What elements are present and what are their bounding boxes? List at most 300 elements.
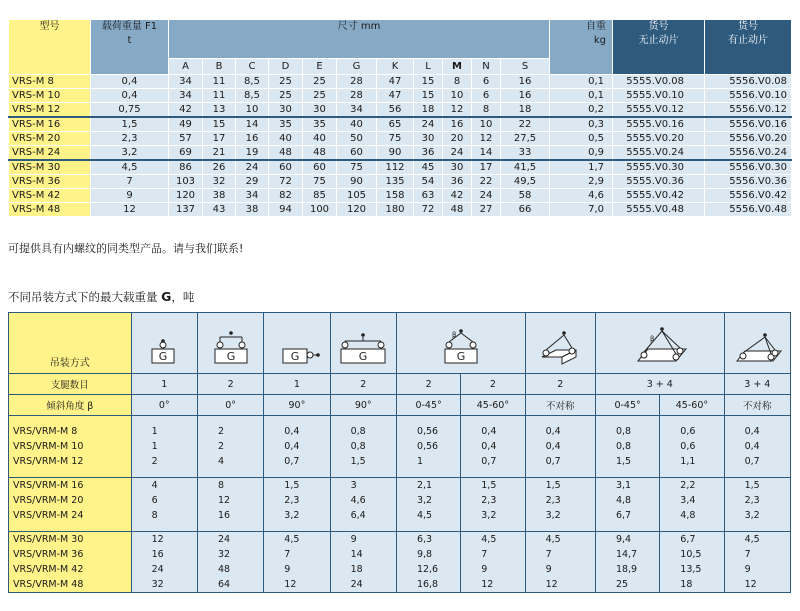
dim-cell: 38 xyxy=(203,189,236,203)
load-value-cell: 6 xyxy=(131,493,197,508)
load-value-cell: 3,2 xyxy=(264,508,330,523)
dim-cell: 8 xyxy=(472,103,501,118)
model-cell: VRS/VRM-M 24 xyxy=(9,508,132,523)
load-value-cell: 4,5 xyxy=(724,532,790,548)
dim-cell: 35 xyxy=(303,117,337,132)
asymmetric-double-sling-icon xyxy=(528,317,592,369)
load-cell: 7 xyxy=(91,175,169,189)
load-row xyxy=(9,562,791,577)
load-value-cell: 8 xyxy=(131,508,197,523)
dim-cell: 36 xyxy=(443,175,472,189)
spacer-cell xyxy=(197,416,263,425)
part-no-b-cell: 5556.V0.42 xyxy=(705,189,792,203)
dim-cell: 36 xyxy=(414,146,443,161)
svg-text:G: G xyxy=(456,350,466,363)
load-value-cell: 12 xyxy=(724,577,790,593)
load-value-cell: 4,5 xyxy=(396,508,460,523)
spacer-cell xyxy=(330,523,396,532)
load-value-cell: 2,1 xyxy=(396,478,460,494)
load-value-cell: 0,4 xyxy=(724,439,790,454)
spec-row xyxy=(9,203,792,217)
load-value-cell: 2,3 xyxy=(525,493,595,508)
load-value-cell: 0,7 xyxy=(724,454,790,469)
dim-cell: 34 xyxy=(236,189,269,203)
load-value-cell: 14,7 xyxy=(595,547,659,562)
dim-cell: 50 xyxy=(337,132,377,146)
spec-row xyxy=(9,160,792,175)
dim-cell: 48 xyxy=(269,146,303,161)
load-value-cell: 6,3 xyxy=(396,532,460,548)
spacer-cell xyxy=(660,416,724,425)
load-value-cell: 32 xyxy=(131,577,197,593)
dim-cell: 22 xyxy=(501,117,550,132)
double-angled-sling-icon xyxy=(399,317,523,369)
double-vertical-lift-icon xyxy=(199,317,263,369)
spacer-cell xyxy=(660,523,724,532)
spacer-cell xyxy=(461,416,525,425)
angle-cell: 不对称 xyxy=(724,395,790,416)
spacer-cell xyxy=(131,416,197,425)
load-cell: 9 xyxy=(91,189,169,203)
load-value-cell: 0,56 xyxy=(396,439,460,454)
spacer-cell xyxy=(9,416,132,425)
weight-cell: 0,1 xyxy=(550,89,613,103)
dim-cell: 6 xyxy=(472,89,501,103)
part-no-b-cell: 5556.V0.08 xyxy=(705,75,792,89)
dim-cell: 34 xyxy=(337,103,377,118)
model-cell: VRS/VRM-M 20 xyxy=(9,493,132,508)
part-no-a-cell: 5555.V0.30 xyxy=(613,160,705,175)
spacer-cell xyxy=(264,523,330,532)
dim-cell: 42 xyxy=(443,189,472,203)
spacer-cell xyxy=(525,469,595,478)
dim-cell: 69 xyxy=(169,146,203,161)
dim-cell: 13 xyxy=(203,103,236,118)
load-cell: 0,4 xyxy=(91,89,169,103)
dim-cell: 65 xyxy=(377,117,414,132)
weight-cell: 0,2 xyxy=(550,103,613,118)
dim-cell: 11 xyxy=(203,89,236,103)
load-value-cell: 3,4 xyxy=(660,493,724,508)
load-value-cell: 3,1 xyxy=(595,478,659,494)
dim-cell: 25 xyxy=(269,89,303,103)
dim-cell: 24 xyxy=(443,146,472,161)
dim-cell: 45 xyxy=(414,160,443,175)
dim-cell: 72 xyxy=(269,175,303,189)
load-value-cell: 4,8 xyxy=(595,493,659,508)
dim-cell: 30 xyxy=(303,103,337,118)
load-value-cell: 0,8 xyxy=(330,424,396,439)
model-cell: VRS-M 20 xyxy=(9,132,91,146)
dim-cell: 24 xyxy=(472,189,501,203)
load-value-cell: 2,3 xyxy=(461,493,525,508)
load-value-cell: 64 xyxy=(197,577,263,593)
dim-cell: 41,5 xyxy=(501,160,550,175)
load-value-cell: 3,2 xyxy=(724,508,790,523)
dim-cell: 85 xyxy=(303,189,337,203)
model-cell: VRS-M 10 xyxy=(9,89,91,103)
dim-cell: 42 xyxy=(169,103,203,118)
part-no-b-cell: 5556.V0.48 xyxy=(705,203,792,217)
spacer-cell xyxy=(525,523,595,532)
weight-cell: 4,6 xyxy=(550,189,613,203)
spacer-cell xyxy=(461,523,525,532)
dim-cell: 66 xyxy=(501,203,550,217)
dim-cell: 82 xyxy=(269,189,303,203)
part-no-a-header xyxy=(613,20,705,75)
dim-cell: 48 xyxy=(303,146,337,161)
method-icon-cell xyxy=(131,313,197,374)
load-value-cell: 14 xyxy=(330,547,396,562)
dim-col-header: D xyxy=(269,59,303,75)
dim-cell: 60 xyxy=(303,160,337,175)
load-value-cell: 3,2 xyxy=(525,508,595,523)
load-value-cell: 1 xyxy=(396,454,460,469)
load-value-cell: 1,5 xyxy=(724,478,790,494)
dim-cell: 60 xyxy=(337,146,377,161)
load-value-cell: 9 xyxy=(724,562,790,577)
model-cell: VRS/VRM-M 8 xyxy=(9,424,132,439)
svg-text:β: β xyxy=(451,331,457,339)
load-value-cell: 4,8 xyxy=(660,508,724,523)
part-no-a-cell: 5555.V0.08 xyxy=(613,75,705,89)
group-spacer xyxy=(9,416,791,425)
load-value-cell: 0,8 xyxy=(330,439,396,454)
load-value-cell: 0,4 xyxy=(264,439,330,454)
model-cell: VRS/VRM-M 16 xyxy=(9,478,132,494)
load-cell: 12 xyxy=(91,203,169,217)
dim-cell: 30 xyxy=(269,103,303,118)
method-icon-cell xyxy=(724,313,790,374)
dim-cell: 94 xyxy=(269,203,303,217)
section-title xyxy=(8,289,194,305)
dim-cell: 17 xyxy=(203,132,236,146)
spec-row xyxy=(9,117,792,132)
load-row xyxy=(9,547,791,562)
spacer-cell xyxy=(396,416,460,425)
dim-cell: 28 xyxy=(337,89,377,103)
model-cell: VRS-M 36 xyxy=(9,175,91,189)
dim-cell: 16 xyxy=(501,75,550,89)
load-value-cell: 25 xyxy=(595,577,659,593)
spacer-cell xyxy=(131,469,197,478)
load-value-cell: 18 xyxy=(330,562,396,577)
load-value-cell: 0,4 xyxy=(461,424,525,439)
load-row xyxy=(9,493,791,508)
dim-cell: 43 xyxy=(203,203,236,217)
dim-cell: 26 xyxy=(203,160,236,175)
load-value-cell: 9,4 xyxy=(595,532,659,548)
angle-cell: 0° xyxy=(197,395,263,416)
load-value-cell: 16,8 xyxy=(396,577,460,593)
angle-cell: 90° xyxy=(330,395,396,416)
dim-col-header: L xyxy=(414,59,443,75)
legs-label: 支腿数目 xyxy=(9,374,132,395)
dim-cell: 180 xyxy=(377,203,414,217)
load-value-cell: 3,2 xyxy=(461,508,525,523)
group-spacer xyxy=(9,523,791,532)
double-side-lift-icon xyxy=(331,317,395,369)
load-value-cell: 0,4 xyxy=(461,439,525,454)
dim-cell: 34 xyxy=(169,75,203,89)
load-value-cell: 4 xyxy=(131,478,197,494)
part-no-b-cell: 5556.V0.10 xyxy=(705,89,792,103)
dim-cell: 49 xyxy=(169,117,203,132)
dim-cell: 103 xyxy=(169,175,203,189)
load-row xyxy=(9,439,791,454)
spacer-cell xyxy=(9,469,132,478)
weight-cell: 0,9 xyxy=(550,146,613,161)
method-icon-cell xyxy=(525,313,595,374)
dim-cell: 8,5 xyxy=(236,75,269,89)
load-value-cell: 10,5 xyxy=(660,547,724,562)
dim-cell: 100 xyxy=(303,203,337,217)
section-title-text: 不同吊装方式下的最大载重量 xyxy=(8,290,162,304)
load-value-cell: 4,6 xyxy=(330,493,396,508)
part-no-a-cell: 5555.V0.20 xyxy=(613,132,705,146)
load-value-cell: 12 xyxy=(461,577,525,593)
dim-col-header: B xyxy=(203,59,236,75)
load-value-cell: 0,56 xyxy=(396,424,460,439)
load-row xyxy=(9,478,791,494)
spacer-cell xyxy=(525,416,595,425)
dim-cell: 14 xyxy=(236,117,269,132)
part-no-b-cell: 5556.V0.20 xyxy=(705,132,792,146)
dim-col-header: K xyxy=(377,59,414,75)
spec-row xyxy=(9,75,792,89)
dim-cell: 86 xyxy=(169,160,203,175)
svg-text:G: G xyxy=(226,350,235,363)
load-value-cell: 7 xyxy=(461,547,525,562)
part-no-a-header-line1: 货号 xyxy=(648,21,669,32)
angle-cell: 不对称 xyxy=(525,395,595,416)
dim-cell: 47 xyxy=(377,75,414,89)
spacer-cell xyxy=(330,416,396,425)
part-no-a-cell: 5555.V0.48 xyxy=(613,203,705,217)
load-value-cell: 0,6 xyxy=(660,439,724,454)
load-cell: 0,75 xyxy=(91,103,169,118)
weight-header-line1: 自重 xyxy=(586,21,607,32)
dim-cell: 60 xyxy=(269,160,303,175)
load-value-cell: 12,6 xyxy=(396,562,460,577)
load-value-cell: 9 xyxy=(525,562,595,577)
dim-cell: 12 xyxy=(443,103,472,118)
load-value-cell: 6,7 xyxy=(660,532,724,548)
part-no-b-cell: 5556.V0.36 xyxy=(705,175,792,189)
load-value-cell: 1,1 xyxy=(660,454,724,469)
load-value-cell: 1,5 xyxy=(525,478,595,494)
load-value-cell: 32 xyxy=(197,547,263,562)
spacer-cell xyxy=(9,523,132,532)
load-value-cell: 9 xyxy=(264,562,330,577)
dim-cell: 25 xyxy=(303,75,337,89)
load-cell: 1,5 xyxy=(91,117,169,132)
dim-cell: 38 xyxy=(236,203,269,217)
dim-cell: 158 xyxy=(377,189,414,203)
part-no-a-cell: 5555.V0.16 xyxy=(613,117,705,132)
spacer-cell xyxy=(330,469,396,478)
lifting-methods-table xyxy=(8,312,791,593)
load-value-cell: 13,5 xyxy=(660,562,724,577)
angle-label: 倾斜角度 β xyxy=(9,395,132,416)
load-value-cell: 4 xyxy=(197,454,263,469)
model-cell: VRS/VRM-M 42 xyxy=(9,562,132,577)
dim-cell: 35 xyxy=(269,117,303,132)
dim-cell: 58 xyxy=(501,189,550,203)
part-no-b-cell: 5556.V0.30 xyxy=(705,160,792,175)
load-value-cell: 8 xyxy=(197,478,263,494)
load-row xyxy=(9,532,791,548)
legs-cell: 2 xyxy=(525,374,595,395)
spec-row xyxy=(9,103,792,118)
load-value-cell: 0,7 xyxy=(264,454,330,469)
load-value-cell: 0,7 xyxy=(461,454,525,469)
dim-cell: 75 xyxy=(377,132,414,146)
spacer-cell xyxy=(396,469,460,478)
svg-text:β: β xyxy=(649,335,655,343)
dim-cell: 25 xyxy=(303,89,337,103)
angle-cell: 0-45° xyxy=(595,395,659,416)
dim-cell: 11 xyxy=(203,75,236,89)
section-title-g: G xyxy=(161,289,172,304)
dim-cell: 6 xyxy=(472,75,501,89)
load-value-cell: 2,3 xyxy=(724,493,790,508)
model-cell: VRS-M 48 xyxy=(9,203,91,217)
load-cell: 3,2 xyxy=(91,146,169,161)
dim-cell: 40 xyxy=(337,117,377,132)
dim-cell: 40 xyxy=(303,132,337,146)
dim-cell: 137 xyxy=(169,203,203,217)
dim-col-header: S xyxy=(501,59,550,75)
method-icon-cell xyxy=(330,313,396,374)
dim-cell: 20 xyxy=(443,132,472,146)
dim-cell: 8 xyxy=(443,75,472,89)
angle-cell: 45-60° xyxy=(461,395,525,416)
model-cell: VRS/VRM-M 36 xyxy=(9,547,132,562)
dim-cell: 16 xyxy=(443,117,472,132)
load-value-cell: 7 xyxy=(724,547,790,562)
spacer-cell xyxy=(264,469,330,478)
dim-cell: 112 xyxy=(377,160,414,175)
dim-cell: 90 xyxy=(377,146,414,161)
legs-cell: 2 xyxy=(461,374,525,395)
load-value-cell: 16 xyxy=(197,508,263,523)
weight-header xyxy=(550,20,613,75)
model-cell: VRS-M 16 xyxy=(9,117,91,132)
load-value-cell: 7 xyxy=(525,547,595,562)
spacer-cell xyxy=(724,523,790,532)
dim-cell: 30 xyxy=(414,132,443,146)
dim-cell: 10 xyxy=(443,89,472,103)
load-value-cell: 4,5 xyxy=(525,532,595,548)
method-icon-cell xyxy=(264,313,330,374)
dim-cell: 29 xyxy=(236,175,269,189)
svg-text:G: G xyxy=(159,350,168,363)
dim-cell: 47 xyxy=(377,89,414,103)
spec-row xyxy=(9,146,792,161)
load-value-cell: 9 xyxy=(330,532,396,548)
model-cell: VRS-M 24 xyxy=(9,146,91,161)
legs-cell: 2 xyxy=(197,374,263,395)
dim-col-header: C xyxy=(236,59,269,75)
weight-cell: 1,7 xyxy=(550,160,613,175)
section-title-unit: ，吨 xyxy=(171,290,195,304)
load-value-cell: 12 xyxy=(525,577,595,593)
svg-text:G: G xyxy=(290,350,300,363)
weight-cell: 2,9 xyxy=(550,175,613,189)
angle-cell: 0° xyxy=(131,395,197,416)
part-no-a-header-line2: 无止动片 xyxy=(638,35,679,46)
dim-cell: 15 xyxy=(414,89,443,103)
part-no-b-cell: 5556.V0.24 xyxy=(705,146,792,161)
dim-col-header: A xyxy=(169,59,203,75)
dim-cell: 15 xyxy=(203,117,236,132)
legs-cell: 3 + 4 xyxy=(595,374,724,395)
load-value-cell: 16 xyxy=(131,547,197,562)
dim-cell: 10 xyxy=(236,103,269,118)
part-no-b-cell: 5556.V0.16 xyxy=(705,117,792,132)
dim-cell: 48 xyxy=(443,203,472,217)
dim-cell: 22 xyxy=(472,175,501,189)
model-header: 型号 xyxy=(9,20,91,75)
dimensions-header: 尺寸 mm xyxy=(169,20,550,59)
dim-cell: 30 xyxy=(443,160,472,175)
load-header-line1: 载荷重量 F1 xyxy=(101,21,158,32)
spacer-cell xyxy=(595,523,659,532)
load-value-cell: 12 xyxy=(197,493,263,508)
dim-col-header: N xyxy=(472,59,501,75)
part-no-b-header xyxy=(705,20,792,75)
part-no-a-cell: 5555.V0.10 xyxy=(613,89,705,103)
model-cell: VRS-M 8 xyxy=(9,75,91,89)
load-value-cell: 7 xyxy=(264,547,330,562)
weight-header-line2: kg xyxy=(593,35,607,46)
load-value-cell: 1,5 xyxy=(461,478,525,494)
spacer-cell xyxy=(197,523,263,532)
dim-cell: 105 xyxy=(337,189,377,203)
part-no-a-cell: 5555.V0.12 xyxy=(613,103,705,118)
load-header xyxy=(91,20,169,75)
legs-cell: 3 + 4 xyxy=(724,374,790,395)
single-side-lift-icon xyxy=(265,317,329,369)
load-row xyxy=(9,424,791,439)
dim-cell: 16 xyxy=(501,89,550,103)
model-cell: VRS/VRM-M 10 xyxy=(9,439,132,454)
load-value-cell: 1,5 xyxy=(264,478,330,494)
load-value-cell: 2,3 xyxy=(264,493,330,508)
load-value-cell: 3 xyxy=(330,478,396,494)
dim-cell: 21 xyxy=(203,146,236,161)
part-no-a-cell: 5555.V0.42 xyxy=(613,189,705,203)
angle-cell: 45-60° xyxy=(660,395,724,416)
load-value-cell: 24 xyxy=(197,532,263,548)
model-cell: VRS-M 12 xyxy=(9,103,91,118)
load-value-cell: 0,4 xyxy=(525,424,595,439)
model-cell: VRS/VRM-M 12 xyxy=(9,454,132,469)
dim-cell: 49,5 xyxy=(501,175,550,189)
dim-cell: 24 xyxy=(236,160,269,175)
dim-cell: 25 xyxy=(269,75,303,89)
load-value-cell: 0,4 xyxy=(264,424,330,439)
dim-cell: 12 xyxy=(472,132,501,146)
spacer-cell xyxy=(724,416,790,425)
spec-row xyxy=(9,189,792,203)
dim-cell: 135 xyxy=(377,175,414,189)
dim-col-header: E xyxy=(303,59,337,75)
dim-col-header: M xyxy=(443,59,472,75)
part-no-a-cell: 5555.V0.36 xyxy=(613,175,705,189)
weight-cell: 0,1 xyxy=(550,75,613,89)
